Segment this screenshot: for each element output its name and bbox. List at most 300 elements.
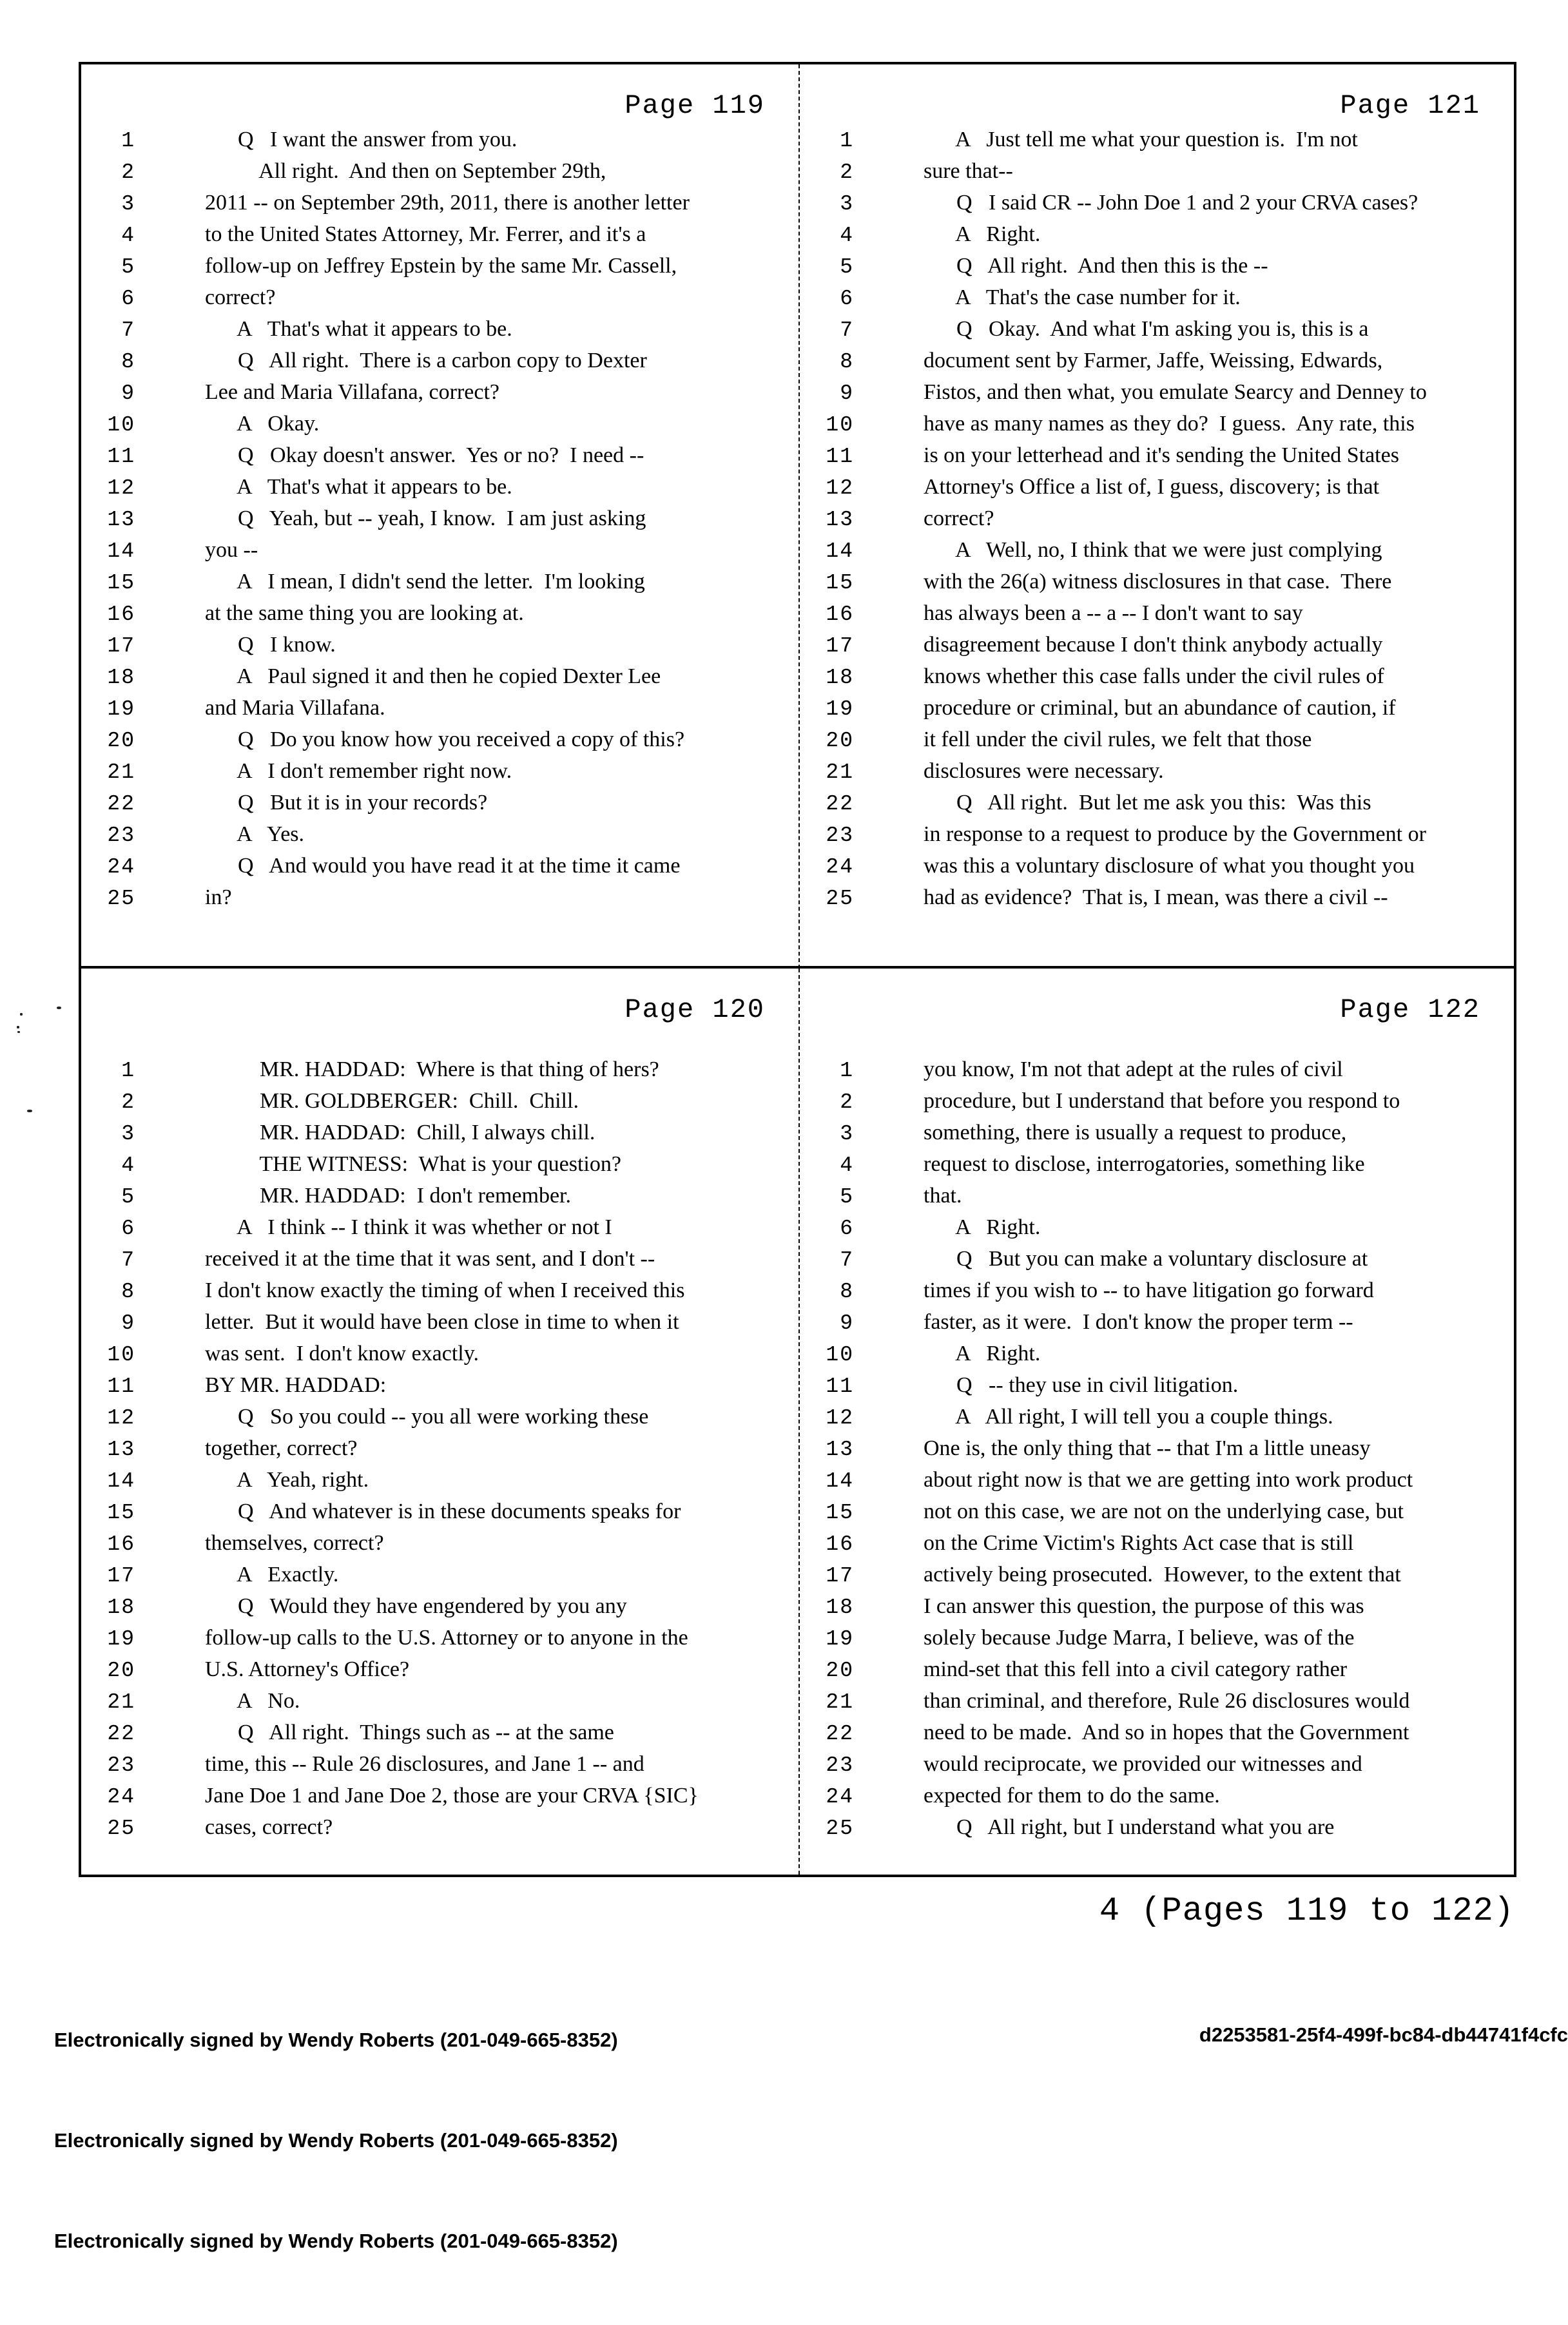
line-text: not on this case, we are not on the underlying case, but [924,1500,1404,1523]
line-number: 9 [121,1311,135,1335]
line-text: A That's the case number for it. [924,285,1241,309]
line-number: 13 [826,1438,854,1462]
line-number: 22 [826,1722,854,1746]
transcript-line [81,191,799,222]
line-number: 11 [107,1375,135,1398]
line-number: 19 [826,697,854,721]
line-text: One is, the only thing that -- that I'm a little uneasy [924,1436,1371,1460]
line-number: 1 [840,1059,854,1083]
line-text: I can answer this question, the purpose of this was [924,1594,1364,1618]
transcript-line [81,159,799,191]
line-number: 11 [107,445,135,468]
line-number: 2 [840,1090,854,1114]
transcript-line [81,380,799,412]
transcript-line [800,1184,1514,1215]
line-number: 5 [840,255,854,279]
line-text: has always been a -- a -- I don't want to say [924,601,1303,625]
transcript-line [81,1531,799,1563]
line-number: 20 [826,1659,854,1683]
line-text: is on your letterhead and it's sending the United States [924,443,1399,467]
line-number: 12 [826,476,854,500]
transcript-line [81,317,799,349]
line-number: 22 [107,792,135,816]
transcript-line [800,412,1514,443]
line-text: than criminal, and therefore, Rule 26 disclosures would [924,1689,1410,1713]
line-number: 18 [107,1596,135,1619]
transcript-line [81,854,799,885]
line-number: 25 [107,1817,135,1840]
line-number: 24 [826,855,854,879]
line-text: MR. HADDAD: I don't remember. [205,1184,572,1208]
line-number: 18 [826,1596,854,1619]
line-number: 7 [840,1248,854,1272]
line-number: 7 [121,318,135,342]
line-number: 18 [826,666,854,690]
transcript-line [81,1121,799,1152]
line-text: Q I want the answer from you. [205,128,518,151]
line-number: 13 [826,508,854,532]
line-text: Q All right. But let me ask you this: Was this [924,791,1371,815]
transcript-line [81,128,799,159]
page-121-panel [800,64,1514,969]
line-text: A Well, no, I think that we were just complying [924,538,1382,562]
line-text: U.S. Attorney's Office? [205,1657,410,1681]
transcript-line [81,696,799,728]
scan-speck [57,1007,61,1009]
line-text: procedure or criminal, but an abundance of caution, if [924,696,1396,720]
transcript-line [800,1089,1514,1121]
transcript-line [800,822,1514,854]
line-number: 8 [121,350,135,374]
transcript-line [81,791,799,822]
transcript-line [800,1057,1514,1089]
transcript-line [800,1752,1514,1784]
line-text: would reciprocate, we provided our witnesses and [924,1752,1362,1776]
line-number: 3 [121,1122,135,1146]
line-text: A Yes. [205,822,305,846]
line-number: 22 [107,1722,135,1746]
line-number: 17 [826,634,854,658]
line-number: 16 [107,603,135,626]
line-list [800,128,1514,917]
line-number: 1 [840,129,854,153]
transcript-line [81,1310,799,1342]
line-number: 10 [826,413,854,437]
line-number: 18 [107,666,135,690]
line-text: to the United States Attorney, Mr. Ferrer, and it's a [205,222,646,246]
line-text: A I think -- I think it was whether or not I [205,1215,612,1239]
line-number: 20 [107,1659,135,1683]
transcript-line [800,1152,1514,1184]
line-text: you know, I'm not that adept at the rules of civil [924,1057,1343,1081]
line-number: 15 [107,1501,135,1525]
transcript-line [800,791,1514,822]
line-text: disagreement because I don't think anybody actually [924,633,1383,657]
transcript-line [800,570,1514,601]
line-text: A Right. [924,222,1041,246]
transcript-line [800,885,1514,917]
transcript-line [800,633,1514,664]
transcript-line [81,349,799,380]
line-number: 5 [840,1185,854,1209]
line-text: MR. HADDAD: Chill, I always chill. [205,1121,595,1144]
line-number: 23 [107,1753,135,1777]
transcript-line [800,1500,1514,1531]
transcript-line [81,285,799,317]
transcript-line [81,728,799,759]
line-text: A That's what it appears to be. [205,475,512,499]
transcript-line [800,1626,1514,1657]
transcript-line [81,1089,799,1121]
line-number: 25 [107,887,135,911]
line-text: A Right. [924,1342,1041,1365]
page-number-header: Page 122 [1340,994,1480,1025]
line-text: something, there is usually a request to produce, [924,1121,1347,1144]
transcript-line [800,443,1514,475]
transcript-line [81,633,799,664]
transcript-line [81,885,799,917]
line-number: 14 [826,539,854,563]
line-list [81,128,799,917]
transcript-line [800,1405,1514,1436]
transcript-line [81,1152,799,1184]
line-text: had as evidence? That is, I mean, was there a civil -- [924,885,1388,909]
transcript-line [800,191,1514,222]
line-text: Q Yeah, but -- yeah, I know. I am just asking [205,506,646,530]
transcript-line [81,1215,799,1247]
line-text: faster, as it were. I don't know the proper term -- [924,1310,1353,1334]
line-number: 12 [826,1406,854,1430]
line-text: A All right, I will tell you a couple things. [924,1405,1333,1429]
transcript-line [800,1531,1514,1563]
transcript-line [800,159,1514,191]
line-text: Q All right. Things such as -- at the same [205,1721,614,1744]
line-number: 14 [107,539,135,563]
line-number: 6 [840,1217,854,1240]
scan-speck [20,1013,23,1016]
transcript-line [800,506,1514,538]
transcript-line [81,1468,799,1500]
transcript-line [81,759,799,791]
line-text: All right. And then on September 29th, [205,159,606,183]
transcript-line [800,759,1514,791]
transcript-line [81,506,799,538]
line-number: 24 [107,855,135,879]
line-text: Jane Doe 1 and Jane Doe 2, those are your CRVA {SIC} [205,1784,699,1808]
line-number: 10 [107,413,135,437]
transcript-line [81,475,799,506]
line-text: you -- [205,538,258,562]
transcript-line [800,1215,1514,1247]
line-text: request to disclose, interrogatories, something like [924,1152,1365,1176]
line-text: Q I said CR -- John Doe 1 and 2 your CRVA cases? [924,191,1418,215]
line-text: Q Okay. And what I'm asking you is, this is a [924,317,1369,341]
line-text: disclosures were necessary. [924,759,1164,783]
line-number: 17 [826,1564,854,1588]
line-text: Q -- they use in civil litigation. [924,1373,1239,1397]
line-text: was this a voluntary disclosure of what you thought you [924,854,1415,878]
line-number: 11 [826,445,854,468]
transcript-line [800,475,1514,506]
transcript-line [81,1721,799,1752]
transcript-line [81,1057,799,1089]
transcript-line [800,254,1514,285]
line-number: 23 [107,824,135,847]
line-number: 4 [840,224,854,247]
page-119-panel [81,64,800,969]
transcript-line [800,349,1514,380]
line-text: Q Do you know how you received a copy of this? [205,728,685,751]
line-text: that. [924,1184,962,1208]
line-text: together, correct? [205,1436,358,1460]
line-number: 7 [840,318,854,342]
line-number: 4 [121,1153,135,1177]
line-text: MR. GOLDBERGER: Chill. Chill. [205,1089,579,1113]
line-number: 24 [826,1785,854,1809]
signature-line: Electronically signed by Wendy Roberts (201-049-665-8352) [54,2029,618,2051]
line-number: 21 [826,760,854,784]
line-number: 21 [107,1690,135,1714]
line-text: sure that-- [924,159,1013,183]
line-number: 14 [107,1469,135,1493]
transcript-line [81,1594,799,1626]
line-number: 8 [840,1280,854,1304]
line-text: received it at the time that it was sent, and I don't -- [205,1247,655,1271]
scan-speck [17,1026,19,1028]
line-text: Q Okay doesn't answer. Yes or no? I need -- [205,443,644,467]
line-text: actively being prosecuted. However, to the extent that [924,1563,1401,1587]
line-text: A Paul signed it and then he copied Dexter Lee [205,664,661,688]
line-text: times if you wish to -- to have litigation go forward [924,1278,1374,1302]
line-number: 3 [840,1122,854,1146]
line-text: A That's what it appears to be. [205,317,512,341]
line-text: I don't know exactly the timing of when I received this [205,1278,685,1302]
transcript-line [81,1784,799,1815]
line-text: BY MR. HADDAD: [205,1373,387,1397]
line-text: have as many names as they do? I guess. Any rate, this [924,412,1415,436]
line-number: 17 [107,1564,135,1588]
line-number: 21 [826,1690,854,1714]
transcript-line [81,822,799,854]
transcript-line [81,601,799,633]
line-text: Q All right, but I understand what you are [924,1815,1335,1839]
line-text: A No. [205,1689,300,1713]
line-text: knows whether this case falls under the civil rules of [924,664,1384,688]
line-text: Q All right. There is a carbon copy to Dexter [205,349,647,372]
line-text: A I mean, I didn't send the letter. I'm looking [205,570,645,593]
line-number: 25 [826,1817,854,1840]
signature-block [54,1956,618,2325]
line-text: Q Would they have engendered by you any [205,1594,627,1618]
line-number: 19 [826,1627,854,1651]
line-number: 20 [107,729,135,753]
transcript-line [81,1247,799,1278]
line-text: in? [205,885,232,909]
line-text: was sent. I don't know exactly. [205,1342,479,1365]
line-text: procedure, but I understand that before you respond to [924,1089,1400,1113]
line-text: need to be made. And so in hopes that the Government [924,1721,1409,1744]
transcript-line [81,1626,799,1657]
line-number: 8 [121,1280,135,1304]
line-number: 25 [826,887,854,911]
line-text: mind-set that this fell into a civil category rather [924,1657,1348,1681]
line-text: it fell under the civil rules, we felt that those [924,728,1312,751]
line-text: Q But you can make a voluntary disclosure at [924,1247,1368,1271]
transcript-line [800,1563,1514,1594]
transcript-grid [79,62,1516,1877]
transcript-line [800,696,1514,728]
scan-speck [17,1031,20,1033]
line-text: cases, correct? [205,1815,333,1839]
line-number: 19 [107,1627,135,1651]
line-text: Q All right. And then this is the -- [924,254,1268,278]
line-number: 10 [826,1343,854,1367]
line-text: Q And would you have read it at the time it came [205,854,681,878]
line-number: 15 [826,571,854,595]
line-text: follow-up calls to the U.S. Attorney or to anyone in the [205,1626,688,1650]
transcript-line [81,1563,799,1594]
line-text: 2011 -- on September 29th, 2011, there is another letter [205,191,690,215]
line-number: 9 [840,381,854,405]
line-number: 1 [121,129,135,153]
transcript-line [81,1752,799,1784]
line-number: 13 [107,1438,135,1462]
line-number: 3 [840,192,854,216]
line-number: 15 [107,571,135,595]
line-text: in response to a request to produce by the Government or [924,822,1426,846]
transcript-line [800,1278,1514,1310]
line-number: 2 [121,160,135,184]
line-number: 9 [121,381,135,405]
transcript-line [81,443,799,475]
transcript-line [800,380,1514,412]
line-text: A Exactly. [205,1563,339,1587]
transcript-line [81,1657,799,1689]
transcript-line [81,254,799,285]
line-text: correct? [205,285,276,309]
signature-line: Electronically signed by Wendy Roberts (201-049-665-8352) [54,2230,618,2252]
line-number: 11 [826,1375,854,1398]
transcript-line [800,128,1514,159]
line-number: 1 [121,1059,135,1083]
transcript-line [800,601,1514,633]
transcript-line [800,854,1514,885]
transcript-line [800,1373,1514,1405]
line-text: Fistos, and then what, you emulate Searcy and Denney to [924,380,1427,404]
line-number: 7 [121,1248,135,1272]
line-text: about right now is that we are getting into work product [924,1468,1413,1492]
page-number-header: Page 121 [1340,90,1480,121]
transcript-line [800,1247,1514,1278]
line-text: at the same thing you are looking at. [205,601,524,625]
transcript-line [800,538,1514,570]
transcript-line [81,570,799,601]
transcript-line [800,664,1514,696]
transcript-line [81,1405,799,1436]
transcript-line [800,317,1514,349]
line-list [81,1057,799,1847]
transcript-line [81,412,799,443]
line-number: 12 [107,476,135,500]
line-number: 5 [121,255,135,279]
line-number: 6 [121,287,135,311]
transcript-line [800,1121,1514,1152]
line-number: 17 [107,634,135,658]
line-text: expected for them to do the same. [924,1784,1220,1808]
line-text: time, this -- Rule 26 disclosures, and Jane 1 -- and [205,1752,644,1776]
page-122-panel [800,969,1514,1875]
line-number: 16 [826,1532,854,1556]
transcript-line [81,1815,799,1847]
line-number: 23 [826,824,854,847]
line-number: 21 [107,760,135,784]
transcript-line [81,1184,799,1215]
line-number: 10 [107,1343,135,1367]
line-text: A I don't remember right now. [205,759,512,783]
line-text: on the Crime Victim's Rights Act case that is still [924,1531,1354,1555]
line-text: letter. But it would have been close in time to when it [205,1310,679,1334]
scan-speck [27,1110,32,1112]
line-number: 23 [826,1753,854,1777]
line-number: 14 [826,1469,854,1493]
line-text: A Yeah, right. [205,1468,369,1492]
transcript-line [800,1436,1514,1468]
transcript-line [81,1436,799,1468]
line-text: Attorney's Office a list of, I guess, discovery; is that [924,475,1380,499]
transcript-line [81,1342,799,1373]
line-text: follow-up on Jeffrey Epstein by the same Mr. Cassell, [205,254,677,278]
transcript-line [800,1657,1514,1689]
line-number: 15 [826,1501,854,1525]
transcript-line [81,1373,799,1405]
page-number-header: Page 119 [624,90,765,121]
line-number: 16 [107,1532,135,1556]
line-number: 16 [826,603,854,626]
transcript-line [800,222,1514,254]
transcript-line [81,1278,799,1310]
transcript-line [81,222,799,254]
line-text: correct? [924,506,994,530]
transcript-line [81,664,799,696]
transcript-line [800,1594,1514,1626]
line-text: themselves, correct? [205,1531,384,1555]
transcript-line [800,1721,1514,1752]
line-text: THE WITNESS: What is your question? [205,1152,621,1176]
line-number: 20 [826,729,854,753]
transcript-line [800,1784,1514,1815]
line-number: 4 [121,224,135,247]
page-120-panel [81,969,800,1875]
transcript-line [81,1500,799,1531]
line-text: Q And whatever is in these documents speaks for [205,1500,681,1523]
transcript-line [800,1468,1514,1500]
transcript-line [800,285,1514,317]
transcript-line [800,1689,1514,1721]
line-text: with the 26(a) witness disclosures in that case. There [924,570,1392,593]
line-number: 9 [840,1311,854,1335]
line-number: 2 [121,1090,135,1114]
transcript-line [800,728,1514,759]
line-number: 3 [121,192,135,216]
page-number-header: Page 120 [624,994,765,1025]
line-text: Lee and Maria Villafana, correct? [205,380,500,404]
line-text: Q So you could -- you all were working these [205,1405,649,1429]
line-number: 5 [121,1185,135,1209]
line-number: 2 [840,160,854,184]
page-range-footer: 4 (Pages 119 to 122) [1099,1892,1515,1930]
transcript-line [800,1815,1514,1847]
line-text: A Right. [924,1215,1041,1239]
